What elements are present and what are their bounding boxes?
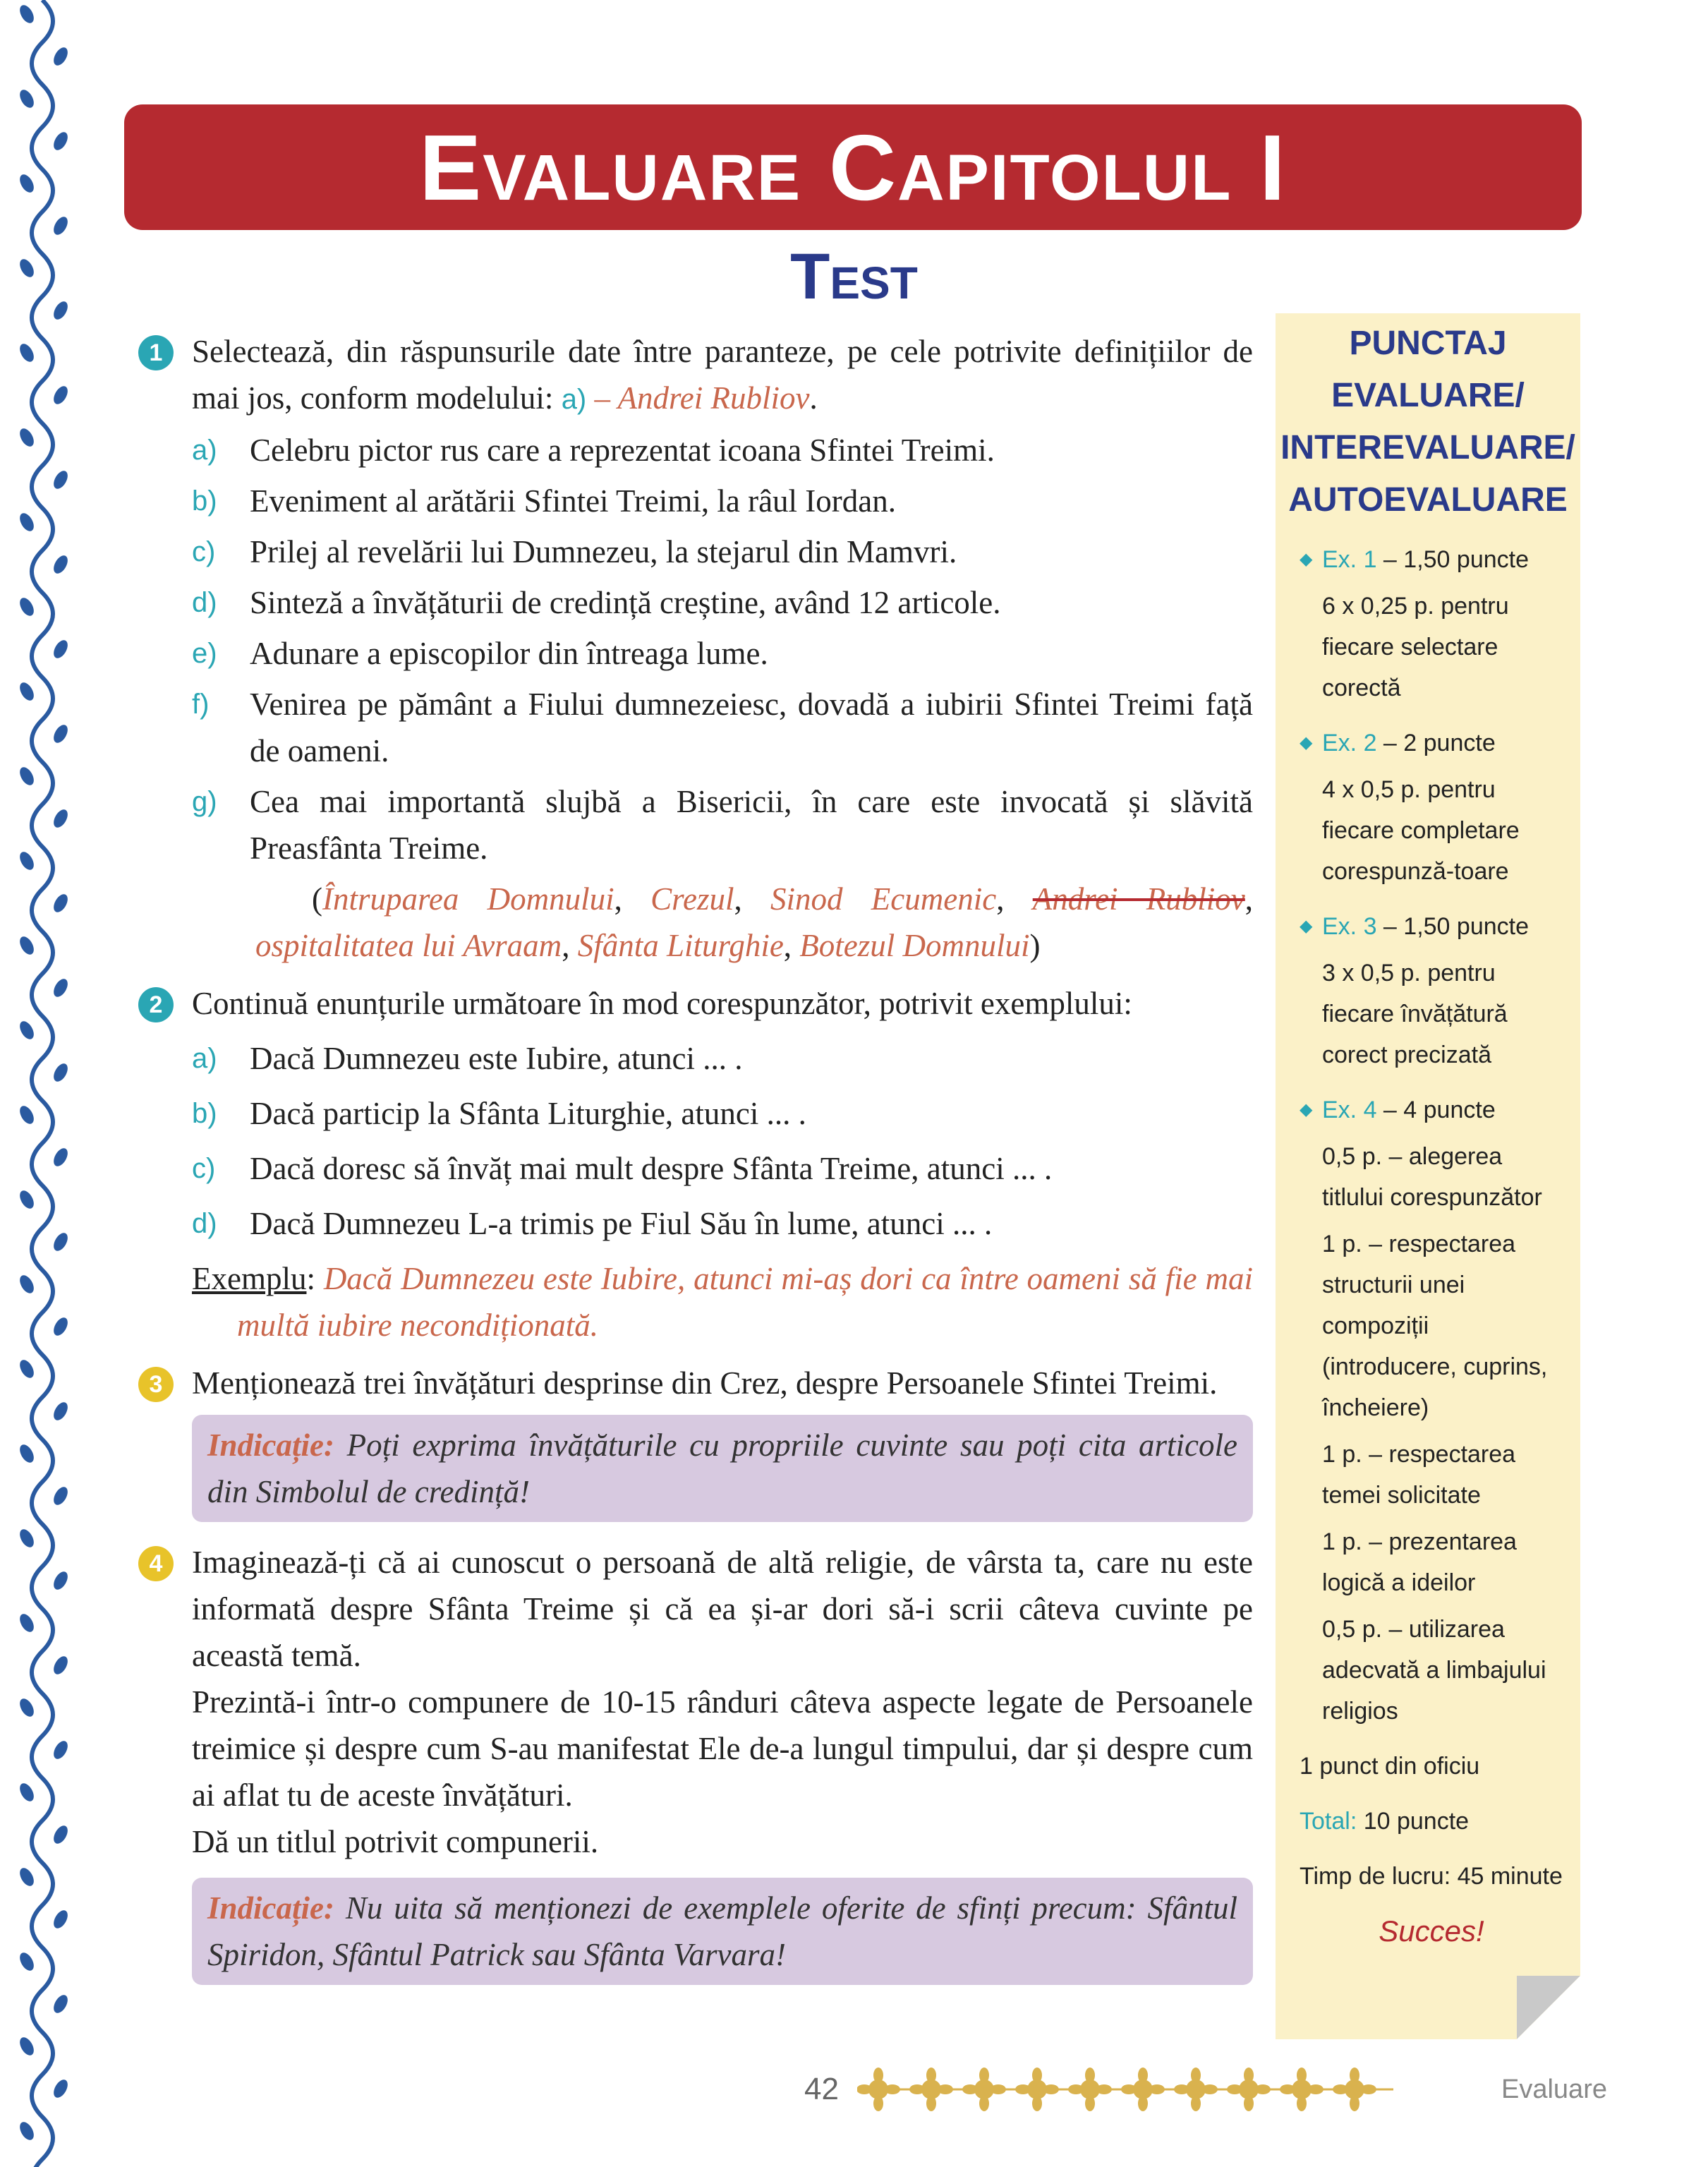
list-item: b) Dacă particip la Sfânta Liturghie, atunci ... . xyxy=(192,1096,806,1131)
exercises xyxy=(138,328,1253,1985)
exercise-1 xyxy=(138,328,1253,969)
answer-options: (Întruparea Domnului, Crezul, Sinod Ecumenic, Andrei Rubliov, ospitalitatea lui Avraam, Sfânta Liturghie, Botezul Domnului) xyxy=(255,881,1254,963)
page-title: Evaluare Capitolul I xyxy=(419,115,1287,219)
list-item: c) Prilej al revelării lui Dumnezeu, la stejarul din Mamvri. xyxy=(192,534,957,569)
exercise-2 xyxy=(138,980,1253,1348)
work-time: Timp de lucru: 45 minute xyxy=(1300,1863,1563,1890)
exercise-1-items xyxy=(192,427,1253,871)
hint-box: Indicație: Poți exprima învățăturile cu propriile cuvinte sau poți cita articole din Simbolul de credință! xyxy=(192,1415,1253,1522)
list-item: g) Cea mai importantă slujbă a Bisericii, în care este invocată și slăvită Preasfânta Treime. xyxy=(192,784,1253,866)
scoring-list: ◆ Ex. 1 – 1,50 puncte 6 x 0,25 p. pentru fiecare selectare corectă ◆ Ex. 2 – 2 puncte 4 x 0,5 p. pentru fiecare completare corespunză-toare ◆ Ex. 3 – 1,50 puncte 3 x 0,5 p. pentru fiecare învățătură corect precizată ◆ Ex. 4 – 4 puncte 0,5 p. – alegerea titlului corespunzător 1 p. – respectarea structurii unei compoziții (introducere, cuprins, încheiere) 1 p. – respectarea temei solicitate 1 p. – prezentarea logică a ideilor 0,5 p. – utilizarea adecvată a limbajului religios 1 punct din oficiu Total: 10 puncte Timp de lucru: 45 minute Succes! xyxy=(1276,526,1580,1952)
exercise-number-badge: 1 xyxy=(138,335,174,370)
score-item: ◆ Ex. 2 – 2 puncte xyxy=(1300,723,1563,763)
list-item: e) Adunare a episcopilor din întreaga lume. xyxy=(192,636,768,671)
test-subtitle: Test xyxy=(790,241,918,313)
list-item: d) Dacă Dumnezeu L-a trimis pe Fiul Său în lume, atunci ... . xyxy=(192,1206,993,1241)
exercise-number-badge: 2 xyxy=(138,987,174,1022)
title-banner xyxy=(124,104,1582,230)
hint-box: Indicație: Nu uita să menționezi de exemplele oferite de sfinți precum: Sfântul Spiridon, Sfântul Patrick sau Sfânta Varvara! xyxy=(192,1878,1253,1985)
scoring-sidebar xyxy=(1276,313,1580,2039)
scoring-title: PUNCTAJ EVALUARE/ INTEREVALUARE/ AUTOEVALUARE xyxy=(1280,325,1575,519)
exercise-2-instruction: Continuă enunțurile următoare în mod corespunzător, potrivit exemplului: xyxy=(192,986,1132,1021)
list-item: a) Dacă Dumnezeu este Iubire, atunci ... . xyxy=(192,1041,743,1076)
exercise-4 xyxy=(138,1539,1253,1985)
exercise-1-instruction: Selectează, din răspunsurile date între paranteze, pe cele potrivite definițiilor de mai jos, conform modelului: a) – Andrei Rubliov. xyxy=(192,334,1253,416)
exercise-4-paragraph: Imaginează-ți că ai cunoscut o persoană de altă religie, de vârsta ta, care nu este informată despre Sfânta Treime și că ea și-ar dori să-i scrii câteva cuvinte pe această temă. xyxy=(192,1545,1253,1673)
succes-message: Succes! xyxy=(1379,1914,1484,1948)
score-item: ◆ Ex. 4 – 4 puncte xyxy=(1300,1089,1563,1130)
total-points: Total: 10 puncte xyxy=(1300,1808,1470,1835)
exercise-number-badge: 3 xyxy=(138,1367,174,1402)
exercise-3-instruction: Menționează trei învățături desprinse din Crez, despre Persoanele Sfintei Treimi. xyxy=(192,1365,1218,1401)
model-answer: – Andrei Rubliov xyxy=(586,380,810,416)
model-label: a) xyxy=(561,384,587,415)
example-answer: Exemplu: Dacă Dumnezeu este Iubire, atunci mi-aș dori ca între oameni să fie mai multă iubire necondiționată. xyxy=(192,1261,1253,1343)
list-item: f) Venirea pe pământ a Fiului dumnezeiesc, dovadă a iubirii Sfintei Treimi față de oameni. xyxy=(192,687,1253,768)
list-item: a) Celebru pictor rus care a reprezentat icoana Sfintei Treimi. xyxy=(192,433,995,468)
footer-flower-ornament xyxy=(857,2065,1393,2114)
exercise-4-paragraph: Prezintă-i într-o compunere de 10-15 rânduri câteva aspecte legate de Persoanele treimice și despre cum S-au manifestat Ele de-a lungul timpului, dar și despre cum ai aflat tu de aceste învățături. xyxy=(192,1684,1253,1813)
page-number: 42 xyxy=(804,2072,839,2106)
exercise-number-badge: 4 xyxy=(138,1546,174,1581)
vine-border-ornament xyxy=(0,0,92,2167)
section-name: Evaluare xyxy=(1501,2075,1607,2104)
list-item: c) Dacă doresc să învăț mai mult despre Sfânta Treime, atunci ... . xyxy=(192,1151,1053,1186)
score-item: ◆ Ex. 3 – 1,50 puncte xyxy=(1300,906,1563,947)
exercise-4-paragraph: Dă un titlul potrivit compunerii. xyxy=(192,1824,599,1859)
exercise-3 xyxy=(138,1360,1253,1522)
list-item: d) Sinteză a învățăturii de credință creștine, având 12 articole. xyxy=(192,585,1001,620)
score-item: ◆ Ex. 1 – 1,50 puncte xyxy=(1300,539,1563,580)
struck-model-option: Andrei Rubliov xyxy=(1032,881,1245,917)
oficiu-points: 1 punct din oficiu xyxy=(1300,1753,1480,1780)
list-item: b) Eveniment al arătării Sfintei Treimi, la râul Iordan. xyxy=(192,483,896,519)
